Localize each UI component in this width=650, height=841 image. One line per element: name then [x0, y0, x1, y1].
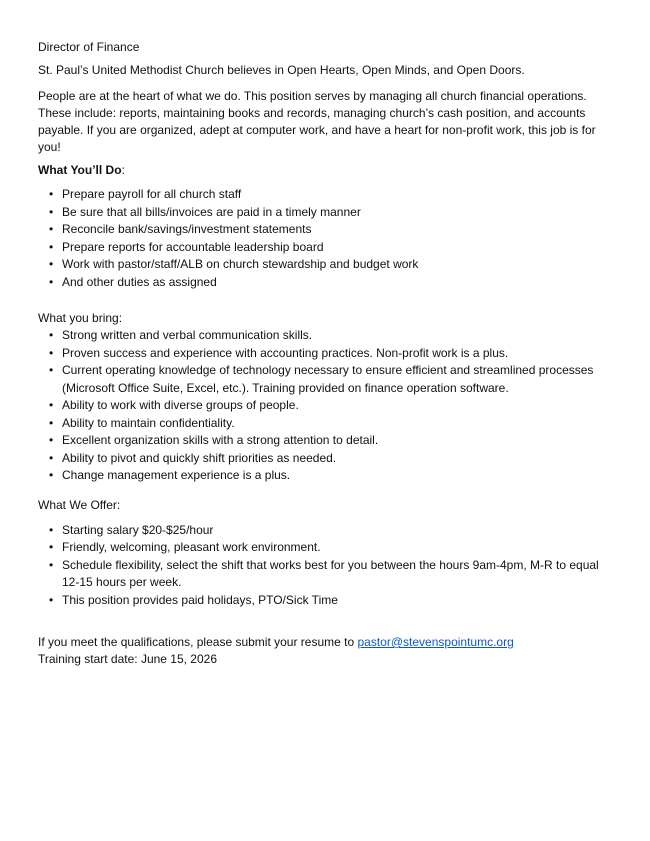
section-heading-what-youll-do: [38, 162, 612, 179]
email-link[interactable]: pastor@stevenspointumc.org: [357, 635, 514, 649]
intro-paragraph-1: St. Paul’s United Methodist Church believes in Open Hearts, Open Minds, and Open Doors.: [38, 63, 525, 77]
bullet-list-what-youll-do: [38, 186, 612, 291]
list-item: • Ability to work with diverse groups of people.: [62, 397, 612, 415]
list-item: • Change management experience is a plus.: [62, 467, 612, 485]
apply-line-text: If you meet the qualifications, please submit your resume to: [38, 635, 358, 649]
list-item: • And other duties as assigned: [62, 274, 612, 292]
training-start-line: Training start date: June 15, 2026: [38, 652, 218, 666]
section-what-you-bring: [38, 310, 612, 485]
list-item: • Reconcile bank/savings/investment statements: [62, 221, 612, 239]
heading-colon: :: [121, 163, 125, 177]
job-title: Director of Finance: [38, 40, 140, 54]
list-item: • Excellent organization skills with a strong attention to detail.: [62, 432, 612, 450]
section-what-youll-do: [38, 162, 612, 291]
list-item: • Prepare reports for accountable leadership board: [62, 239, 612, 257]
list-item: • This position provides paid holidays, PTO/Sick Time: [62, 592, 612, 610]
list-item: • Work with pastor/staff/ALB on church stewardship and budget work: [62, 256, 612, 274]
list-item: • Prepare payroll for all church staff: [62, 186, 612, 204]
list-item: • Be sure that all bills/invoices are paid in a timely manner: [62, 204, 612, 222]
heading-bold-text: What You’ll Do: [38, 163, 122, 177]
list-item: • Current operating knowledge of technology necessary to ensure efficient and streamlined processes (Microsoft Office Suite, Excel, etc.). Training provided on finance operation software.: [62, 362, 612, 397]
list-item: • Ability to maintain confidentiality.: [62, 415, 612, 433]
footer: [38, 634, 612, 668]
bullet-list-what-you-bring: [38, 327, 612, 485]
intro-paragraph-2: People are at the heart of what we do. This position serves by managing all church financial operations. These include: reports, maintaining books and records, managing church’s cash position, and accounts payable. If you are organized, adept at computer work, and have a heart for non-profit work, this job is for you!: [38, 89, 596, 154]
list-item: • Strong written and verbal communication skills.: [62, 327, 612, 345]
list-item: • Ability to pivot and quickly shift priorities as needed.: [62, 450, 612, 468]
section-what-we-offer: [38, 497, 612, 610]
section-heading-what-we-offer: What We Offer:: [38, 497, 121, 512]
list-item: • Schedule flexibility, select the shift that works best for you between the hours 9am-4pm, M-R to equal 12-15 hours per week.: [62, 557, 612, 592]
apply-line: [38, 634, 612, 651]
list-item: • Friendly, welcoming, pleasant work environment.: [62, 539, 612, 557]
list-item: • Starting salary $20-$25/hour: [62, 522, 612, 540]
bullet-list-what-we-offer: [38, 522, 612, 610]
list-item: • Proven success and experience with accounting practices. Non-profit work is a plus.: [62, 345, 612, 363]
section-heading-what-you-bring: What you bring:: [38, 311, 123, 325]
